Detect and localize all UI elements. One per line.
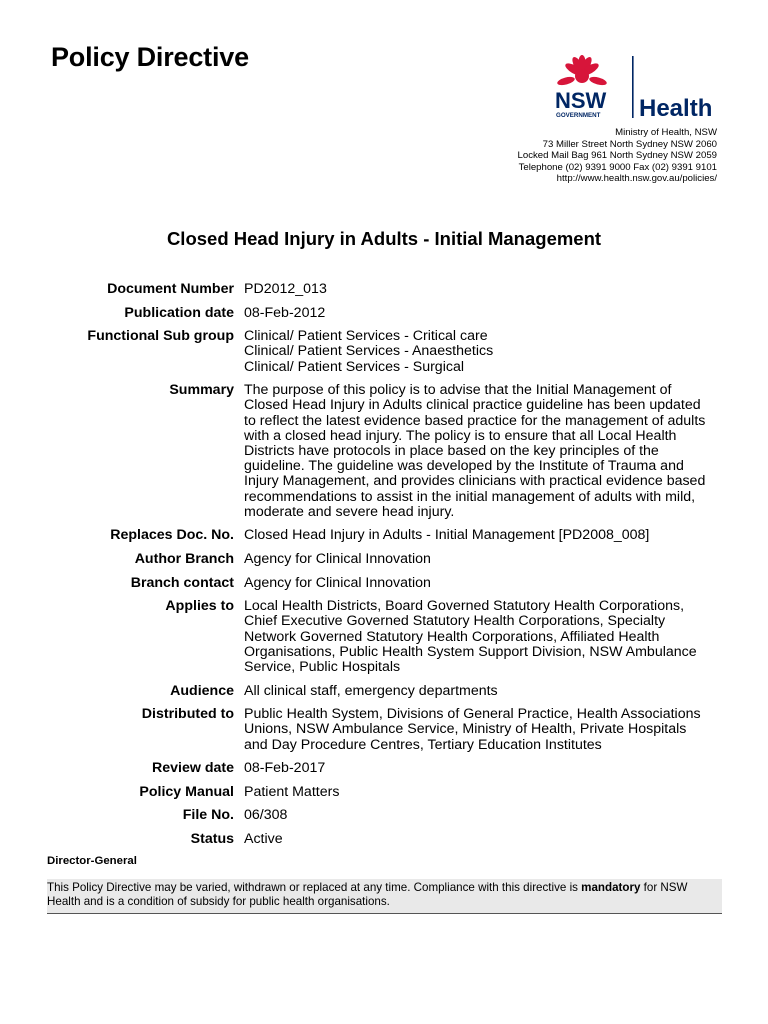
address-line: Locked Mail Bag 961 North Sydney NSW 2059 bbox=[517, 150, 717, 162]
field-label: Review date bbox=[151, 760, 234, 777]
field-value: Closed Head Injury in Adults - Initial Management [PD2008_008] bbox=[244, 527, 650, 544]
field-value: Clinical/ Patient Services - Critical care Clinical/ Patient Services - Anaesthetics Clinical/ Patient Services - Surgical bbox=[244, 328, 494, 375]
signatory-director-general: Director-General bbox=[47, 855, 137, 867]
address-line: Ministry of Health, NSW bbox=[615, 127, 717, 138]
field-value: All clinical staff, emergency departments bbox=[244, 682, 498, 699]
field-policy-manual bbox=[0, 785, 722, 800]
field-label: Applies to bbox=[165, 598, 234, 615]
page-title: Policy Directive bbox=[51, 42, 249, 72]
policies-url-link[interactable]: http://www.health.nsw.gov.au/policies/ bbox=[556, 173, 717, 185]
field-label: Author Branch bbox=[134, 551, 234, 567]
field-applies-to bbox=[0, 599, 722, 675]
field-replaces-doc-no bbox=[0, 528, 722, 543]
field-label: Status bbox=[190, 830, 234, 847]
field-audience bbox=[0, 684, 722, 699]
field-value: 08-Feb-2012 bbox=[244, 304, 326, 321]
field-label: Distributed to bbox=[141, 706, 234, 723]
field-functional-sub-group bbox=[0, 329, 722, 375]
svg-text:GOVERNMENT: GOVERNMENT bbox=[556, 112, 601, 119]
nsw-health-logo bbox=[552, 48, 722, 120]
mandatory-emphasis: mandatory bbox=[581, 881, 641, 894]
field-author-branch bbox=[0, 552, 722, 567]
field-branch-contact bbox=[0, 576, 722, 591]
field-value: Patient Matters bbox=[244, 783, 340, 800]
field-value: Public Health System, Divisions of General Practice, Health Associations Unions, NSW Ambulance Service, Ministry of Health, Private Hospitals and Day Procedure Centres, Tertiary Education Institutes bbox=[244, 706, 701, 753]
field-value: The purpose of this policy is to advise that the Initial Management of Closed Head Injury in Adults clinical practice guideline has been updated to reflect the latest evidence based practice for the management of adults with a closed head injury. The policy is to ensure that all Local Health Districts have protocols in place based on the key principles of the guideline. The guideline was developed by the Institute of Trauma and Injury Management, and provides clinicians with practical evidence based recommendations to assist in the initial management of adults with mild, moderate and severe head injury. bbox=[244, 382, 706, 520]
field-label: Branch contact bbox=[130, 574, 234, 591]
field-status bbox=[0, 832, 722, 847]
field-label: Summary bbox=[169, 382, 234, 399]
field-value: PD2012_013 bbox=[244, 281, 327, 297]
field-publication-date bbox=[0, 306, 722, 321]
field-value: Agency for Clinical Innovation bbox=[244, 551, 431, 567]
ministry-address bbox=[518, 127, 717, 185]
field-summary bbox=[0, 383, 722, 520]
field-label: Policy Manual bbox=[139, 783, 234, 800]
field-value: 08-Feb-2017 bbox=[244, 760, 326, 777]
field-value: Agency for Clinical Innovation bbox=[244, 574, 431, 591]
field-label: Audience bbox=[170, 682, 234, 699]
field-distributed-to bbox=[0, 707, 722, 753]
address-line: Telephone (02) 9391 9000 Fax (02) 9391 9101 bbox=[518, 161, 717, 173]
field-value: Local Health Districts, Board Governed Statutory Health Corporations, Chief Executive Governed Statutory Health Corporations, Specialty Network Governed Statutory Health Corporations, Affiliated Health Organisations, Public Health System Support Division, NSW Ambulance Service, Public Hospitals bbox=[244, 598, 697, 675]
field-label: Publication date bbox=[124, 304, 234, 321]
field-label: Document Number bbox=[107, 281, 234, 297]
field-value: 06/308 bbox=[244, 807, 288, 824]
field-label: File No. bbox=[182, 807, 234, 824]
field-value: Active bbox=[244, 830, 283, 847]
svg-text:NSW: NSW bbox=[555, 88, 607, 113]
document-metadata bbox=[0, 282, 722, 856]
field-review-date bbox=[0, 761, 722, 776]
field-document-number bbox=[0, 282, 722, 297]
field-label: Functional Sub group bbox=[87, 328, 234, 345]
address-line: 73 Miller Street North Sydney NSW 2060 bbox=[542, 138, 717, 150]
document-title: Closed Head Injury in Adults - Initial Management bbox=[166, 228, 602, 249]
waratah-logo-icon bbox=[552, 48, 722, 120]
field-file-no bbox=[0, 808, 722, 823]
field-label: Replaces Doc. No. bbox=[110, 527, 234, 544]
compliance-notice: This Policy Directive may be varied, withdrawn or replaced at any time. Compliance with this directive is mandatory for NSW Health and is a condition of subsidy for public health organisations. bbox=[47, 879, 722, 914]
svg-text:Health: Health bbox=[639, 95, 713, 120]
